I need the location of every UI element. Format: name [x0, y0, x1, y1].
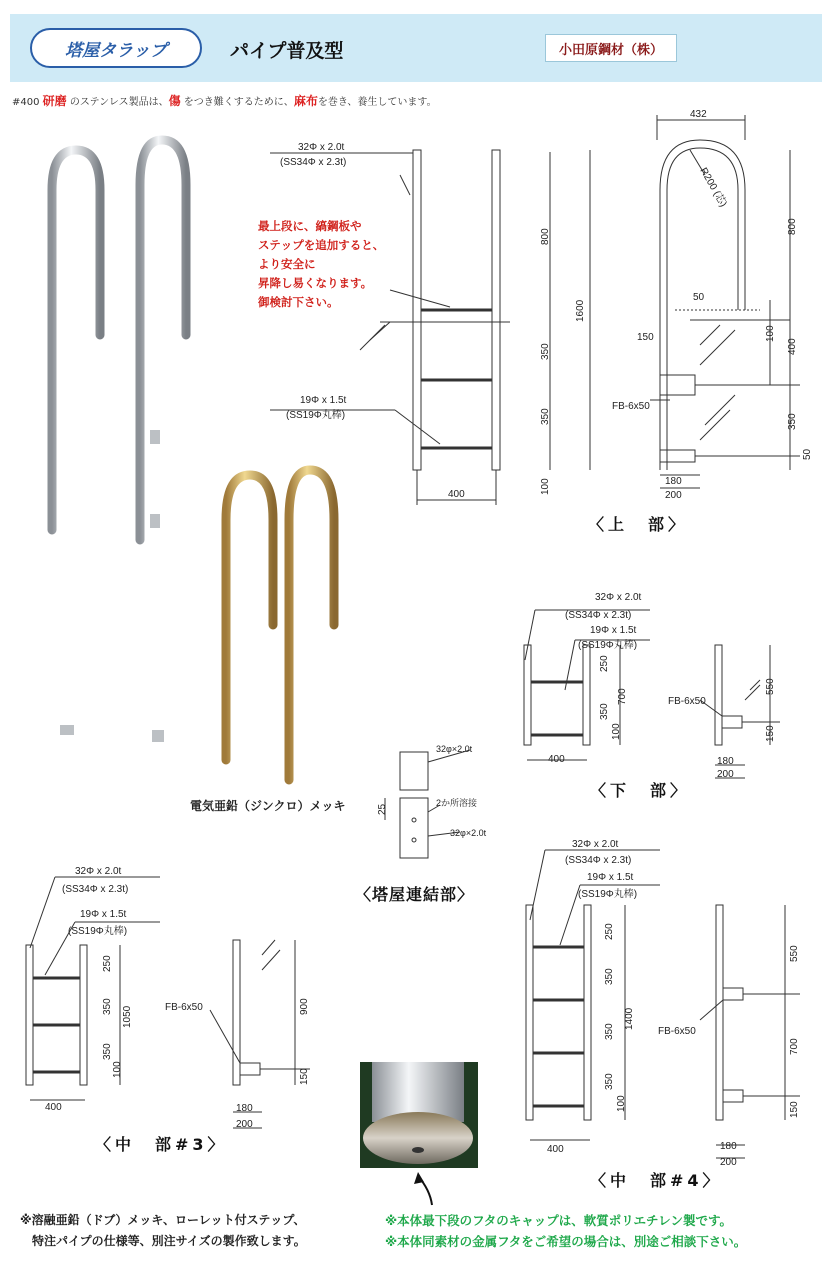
- dim-350-mid3-b: 350: [102, 1043, 113, 1060]
- dim-900: 900: [299, 998, 310, 1015]
- dim-100-top: 100: [540, 478, 551, 495]
- dim-250-mid4: 250: [604, 923, 615, 940]
- dim-400-mid4: 400: [547, 1144, 564, 1155]
- dim-180-top: 180: [665, 476, 682, 487]
- dim-180-mid3: 180: [236, 1103, 253, 1114]
- label-ss34-mid4: (SS34Φ x 2.3t): [565, 855, 632, 866]
- dim-400-side: 400: [787, 338, 798, 355]
- dim-150-bottom: 150: [765, 725, 776, 742]
- bracket-plate: [150, 430, 160, 444]
- label-ss19-top: (SS19Φ丸棒): [286, 410, 346, 421]
- dim-250-bottom: 250: [599, 655, 610, 672]
- bracket-plate: [60, 725, 74, 735]
- label-joint-weld: 2か所溶接: [436, 798, 478, 808]
- dim-50-side: 50: [802, 448, 813, 460]
- arrow-head-icon: [414, 1172, 424, 1184]
- dim-350-side: 350: [787, 413, 798, 430]
- mid4-section-drawing: [526, 850, 800, 1158]
- dim-100-bottom: 100: [611, 723, 622, 740]
- dim-1600: 1600: [575, 299, 586, 322]
- caption-mid3: 〈中 部#3〉: [95, 1135, 228, 1154]
- label-ss34-bottom: (SS34Φ x 2.3t): [565, 610, 632, 621]
- custom-order-note: ※溶融亜鉛（ドブ）メッキ、ローレット付ステップ、 特注パイプの仕様等、別注サイズの製作致します。: [20, 1213, 306, 1248]
- label-ss19-bottom: (SS19Φ丸棒): [578, 640, 638, 651]
- dim-800-side: 800: [787, 218, 798, 235]
- dim-350-mid3-a: 350: [102, 998, 113, 1015]
- caption-mid4: 〈中 部#4〉: [590, 1171, 723, 1190]
- label-fb-top: FB-6x50: [612, 401, 650, 412]
- label-joint-bottom: 32φ×2.0t: [450, 828, 487, 838]
- label-ss19-mid4: (SS19Φ丸棒): [578, 889, 638, 900]
- dim-150-top: 150: [637, 332, 654, 343]
- caption-joint: 〈塔屋連結部〉: [355, 885, 475, 904]
- label-ss34-top: (SS34Φ x 2.3t): [280, 157, 347, 168]
- zinc-ladder-photo: [226, 470, 334, 780]
- label-r200: R200 (芯): [697, 166, 729, 210]
- label-ss19-mid3: (SS19Φ丸棒): [68, 926, 128, 937]
- dim-1400: 1400: [624, 1007, 635, 1030]
- intro-note: #400 研磨 のステンレス製品は、傷 をつき難くするために、麻布を巻き、養生しています。: [12, 94, 437, 108]
- label-joint-top: 32φ×2.0t: [436, 744, 473, 754]
- label-pipe32-top: 32Φ x 2.0t: [298, 142, 345, 153]
- dim-100-mid3: 100: [112, 1061, 123, 1078]
- dim-350-bottom: 350: [599, 703, 610, 720]
- label-ss34-mid3: (SS34Φ x 2.3t): [62, 884, 129, 895]
- dim-200-mid3: 200: [236, 1119, 253, 1130]
- label-fb-mid3: FB-6x50: [165, 1002, 203, 1013]
- steel-ladder-top-photo: [52, 140, 186, 540]
- bracket-plate: [150, 514, 160, 528]
- dim-550-bottom: 550: [765, 678, 776, 695]
- label-fb-bottom: FB-6x50: [668, 696, 706, 707]
- dim-1050: 1050: [122, 1005, 133, 1028]
- dim-150-mid4: 150: [789, 1101, 800, 1118]
- dim-400-mid3: 400: [45, 1102, 62, 1113]
- dim-700-mid4: 700: [789, 1038, 800, 1055]
- label-pipe32-bottom: 32Φ x 2.0t: [595, 592, 642, 603]
- dim-350-top-a: 350: [540, 343, 551, 360]
- label-fb-mid4: FB-6x50: [658, 1026, 696, 1037]
- dim-200-top: 200: [665, 490, 682, 501]
- dim-800-top: 800: [540, 228, 551, 245]
- dim-400-top: 400: [448, 489, 465, 500]
- dim-180-bottom: 180: [717, 756, 734, 767]
- label-pipe19-bottom: 19Φ x 1.5t: [590, 625, 637, 636]
- label-pipe19-mid4: 19Φ x 1.5t: [587, 872, 634, 883]
- dim-550-mid4: 550: [789, 945, 800, 962]
- label-pipe32-mid3: 32Φ x 2.0t: [75, 866, 122, 877]
- dim-100-mid4: 100: [616, 1095, 627, 1112]
- label-pipe19-top: 19Φ x 1.5t: [300, 395, 347, 406]
- dim-200-bottom: 200: [717, 769, 734, 780]
- dim-150-mid3: 150: [299, 1068, 310, 1085]
- caption-top: 〈上 部〉: [588, 515, 689, 534]
- safety-note: 最上段に、縞鋼板や ステップを追加すると、 より安全に 昇降し易くなります。 御検討下さい。: [258, 219, 385, 309]
- dim-350-top-b: 350: [540, 408, 551, 425]
- dim-700-bottom: 700: [617, 688, 628, 705]
- caption-bottom: 〈下 部〉: [590, 781, 691, 800]
- dim-350-mid4-c: 350: [604, 1073, 615, 1090]
- end-cap-photo: [360, 1062, 478, 1168]
- bracket-plate: [152, 730, 164, 742]
- dim-25-joint: 25: [377, 803, 388, 815]
- top-section-side-drawing: [650, 115, 800, 488]
- top-section-front-drawing: [270, 150, 590, 505]
- dim-200-mid4: 200: [720, 1157, 737, 1168]
- label-pipe32-mid4: 32Φ x 2.0t: [572, 839, 619, 850]
- steel-ladder-mid-photo: [52, 595, 150, 780]
- company-name: 小田原鋼材（株）: [545, 34, 677, 62]
- dim-180-mid4: 180: [720, 1141, 737, 1152]
- dim-50-top: 50: [693, 292, 705, 303]
- dim-100-side: 100: [765, 325, 776, 342]
- dim-250-mid3: 250: [102, 955, 113, 972]
- zinc-photo-label: 電気亜鉛（ジンクロ）メッキ: [190, 799, 346, 813]
- dim-400-bottom: 400: [548, 754, 565, 765]
- dim-350-mid4-a: 350: [604, 968, 615, 985]
- product-category-pill: 塔屋タラップ: [30, 28, 202, 68]
- page-title: パイプ普及型: [230, 40, 344, 62]
- label-pipe19-mid3: 19Φ x 1.5t: [80, 909, 127, 920]
- cap-material-note: ※本体最下段のフタのキャップは、軟質ポリエチレン製です。 ※本体同素材の金属フタをご希望の場合は、別途ご相談下さい。: [385, 1213, 747, 1249]
- bottom-section-drawing: [524, 610, 780, 778]
- dim-432: 432: [690, 109, 707, 120]
- dim-350-mid4-b: 350: [604, 1023, 615, 1040]
